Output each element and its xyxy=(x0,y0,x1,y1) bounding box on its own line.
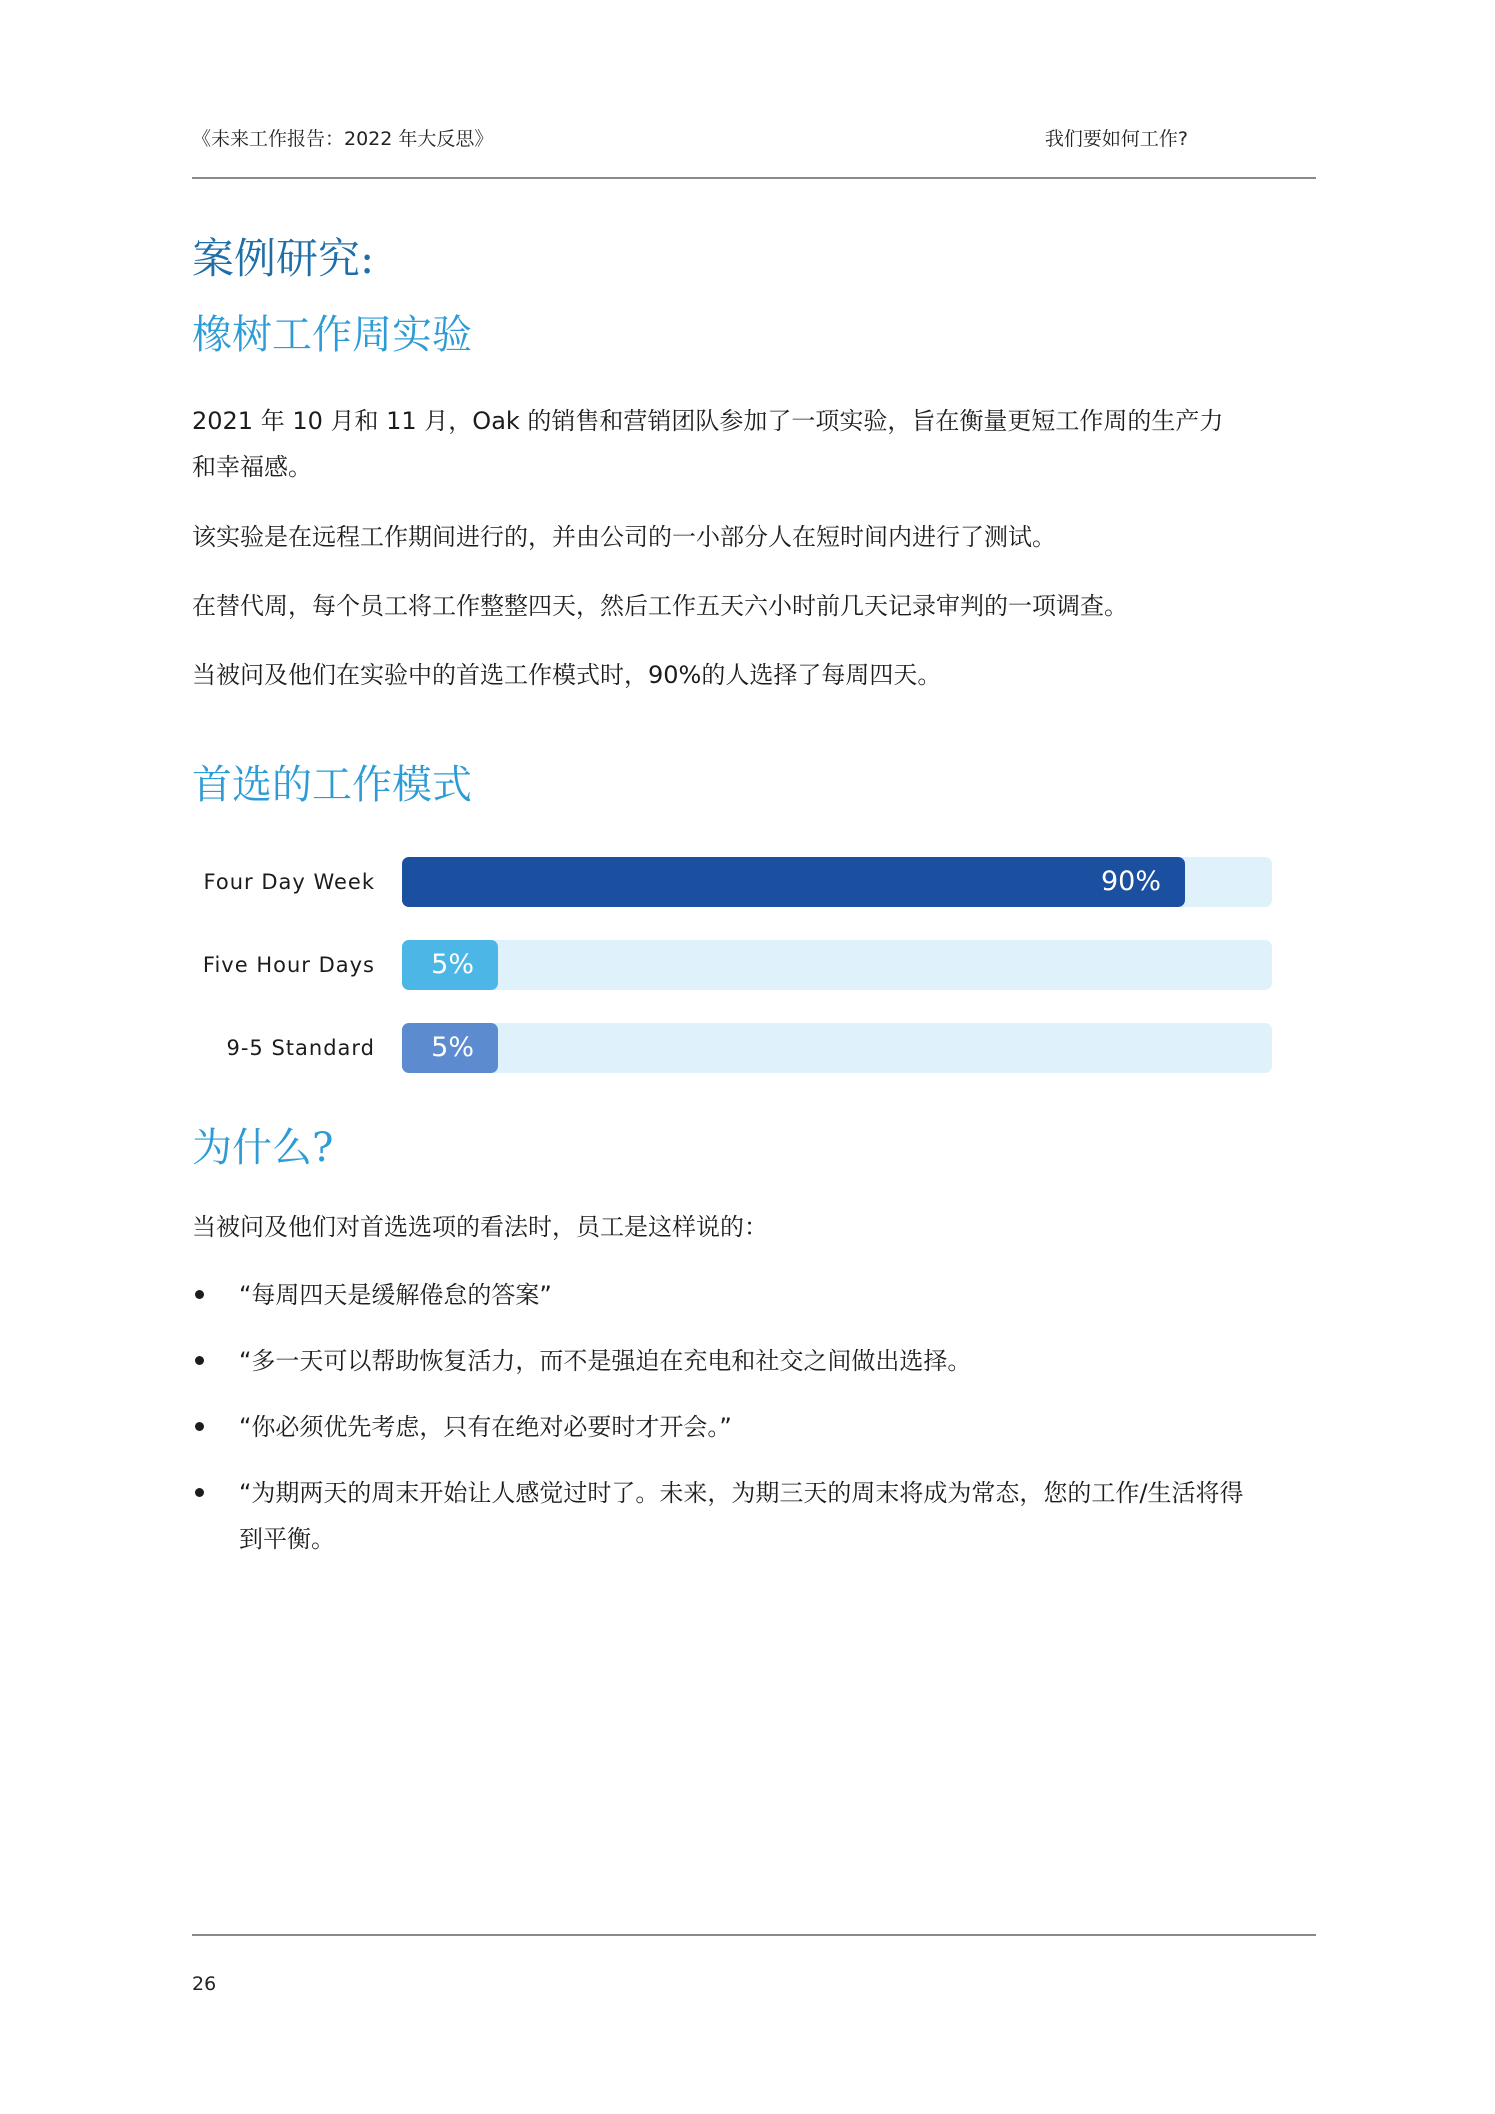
paragraph-alternating-weeks: 在替代周，每个员工将工作整整四天，然后工作五天六小时前几天记录审判的一项调查。 xyxy=(192,592,1128,620)
quote-text: “为期两天的周末开始让人感觉过时了。未来，为期三天的周末将成为常态，您的工作/生活将得到平衡。 xyxy=(239,1479,1244,1553)
bullet-dot-icon xyxy=(195,1488,204,1497)
bar-category-label: Four Day Week xyxy=(203,870,375,894)
experiment-heading: 橡树工作周实验 xyxy=(192,312,472,358)
bar-fill xyxy=(402,857,1185,907)
bar-value-label: 90% xyxy=(1100,866,1161,897)
preferred-pattern-chart xyxy=(192,855,1316,1095)
bar-track xyxy=(402,940,1272,990)
page-number: 26 xyxy=(192,1973,217,1995)
bar-category-label: Five Hour Days xyxy=(202,953,375,977)
quote-text: “每周四天是缓解倦怠的答案” xyxy=(239,1281,552,1309)
header-section-title: 我们要如何工作? xyxy=(1044,128,1188,150)
header-rule xyxy=(192,177,1316,179)
bar-row xyxy=(192,1021,1316,1075)
bullet-dot-icon xyxy=(195,1290,204,1299)
quote-text: “多一天可以帮助恢复活力，而不是强迫在充电和社交之间做出选择。 xyxy=(239,1347,972,1375)
paragraph-intro-line-1: 2021 年 10 月和 11 月，Oak 的销售和营销团队参加了一项实验，旨在衡量更短工作周的生产力 xyxy=(192,407,1224,435)
bar-fill xyxy=(402,1023,498,1073)
bar-category-label: 9-5 Standard xyxy=(226,1036,375,1060)
case-study-heading: 案例研究: xyxy=(192,234,375,283)
why-heading: 为什么? xyxy=(192,1125,334,1171)
bullet-dot-icon xyxy=(195,1356,204,1365)
paragraph-intro-line-2: 和幸福感。 xyxy=(192,453,312,481)
preferred-pattern-heading: 首选的工作模式 xyxy=(192,762,472,808)
bar-fill xyxy=(402,940,498,990)
bar-row xyxy=(192,855,1316,909)
quote-item xyxy=(192,1272,1259,1318)
header-report-title: 《未来工作报告：2022 年大反思》 xyxy=(192,128,494,150)
quote-item xyxy=(192,1338,1259,1384)
bar-value-label: 5% xyxy=(431,949,474,980)
quote-item xyxy=(192,1470,1259,1562)
bullet-dot-icon xyxy=(195,1422,204,1431)
bar-track xyxy=(402,1023,1272,1073)
paragraph-quotes-intro: 当被问及他们对首选选项的看法时，员工是这样说的： xyxy=(192,1213,768,1241)
quote-text: “你必须优先考虑，只有在绝对必要时才开会。” xyxy=(239,1413,732,1441)
paragraph-result: 当被问及他们在实验中的首选工作模式时，90%的人选择了每周四天。 xyxy=(192,661,942,689)
paragraph-method: 该实验是在远程工作期间进行的，并由公司的一小部分人在短时间内进行了测试。 xyxy=(192,523,1056,551)
bar-row xyxy=(192,938,1316,992)
quote-item xyxy=(192,1404,1259,1450)
bar-value-label: 5% xyxy=(431,1032,474,1063)
paragraph-intro xyxy=(192,398,1316,490)
quote-list xyxy=(192,1272,1316,1582)
footer-rule xyxy=(192,1934,1316,1936)
